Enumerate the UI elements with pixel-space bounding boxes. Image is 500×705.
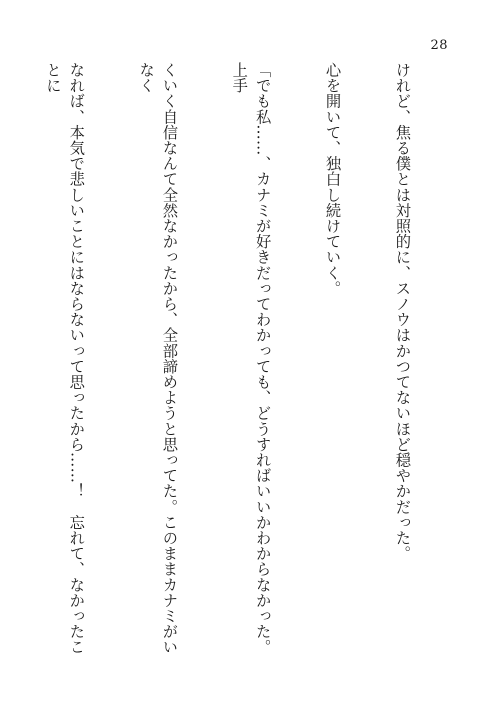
text-line: 心を開いて、独白し続けていく。 bbox=[323, 62, 342, 296]
text-line: けれど、焦る僕とは対照的に、スノウはかつてないほど穏やかだった。 bbox=[393, 62, 412, 562]
vertical-text-body bbox=[40, 62, 460, 662]
text-line: くいく自信なんて全然なかったから、全部諦めようと思ってた。このままカナミがいなく bbox=[137, 62, 179, 655]
text-line: なれば、本気で悲しいことにはならないって思ったから……！ 忘れて、なかったことに bbox=[43, 62, 86, 655]
page-number: 28 bbox=[430, 38, 448, 53]
text-line: 「でも私……、カナミが好きだってわかっても、どうすればいいかわからなかった。上手 bbox=[230, 62, 272, 655]
